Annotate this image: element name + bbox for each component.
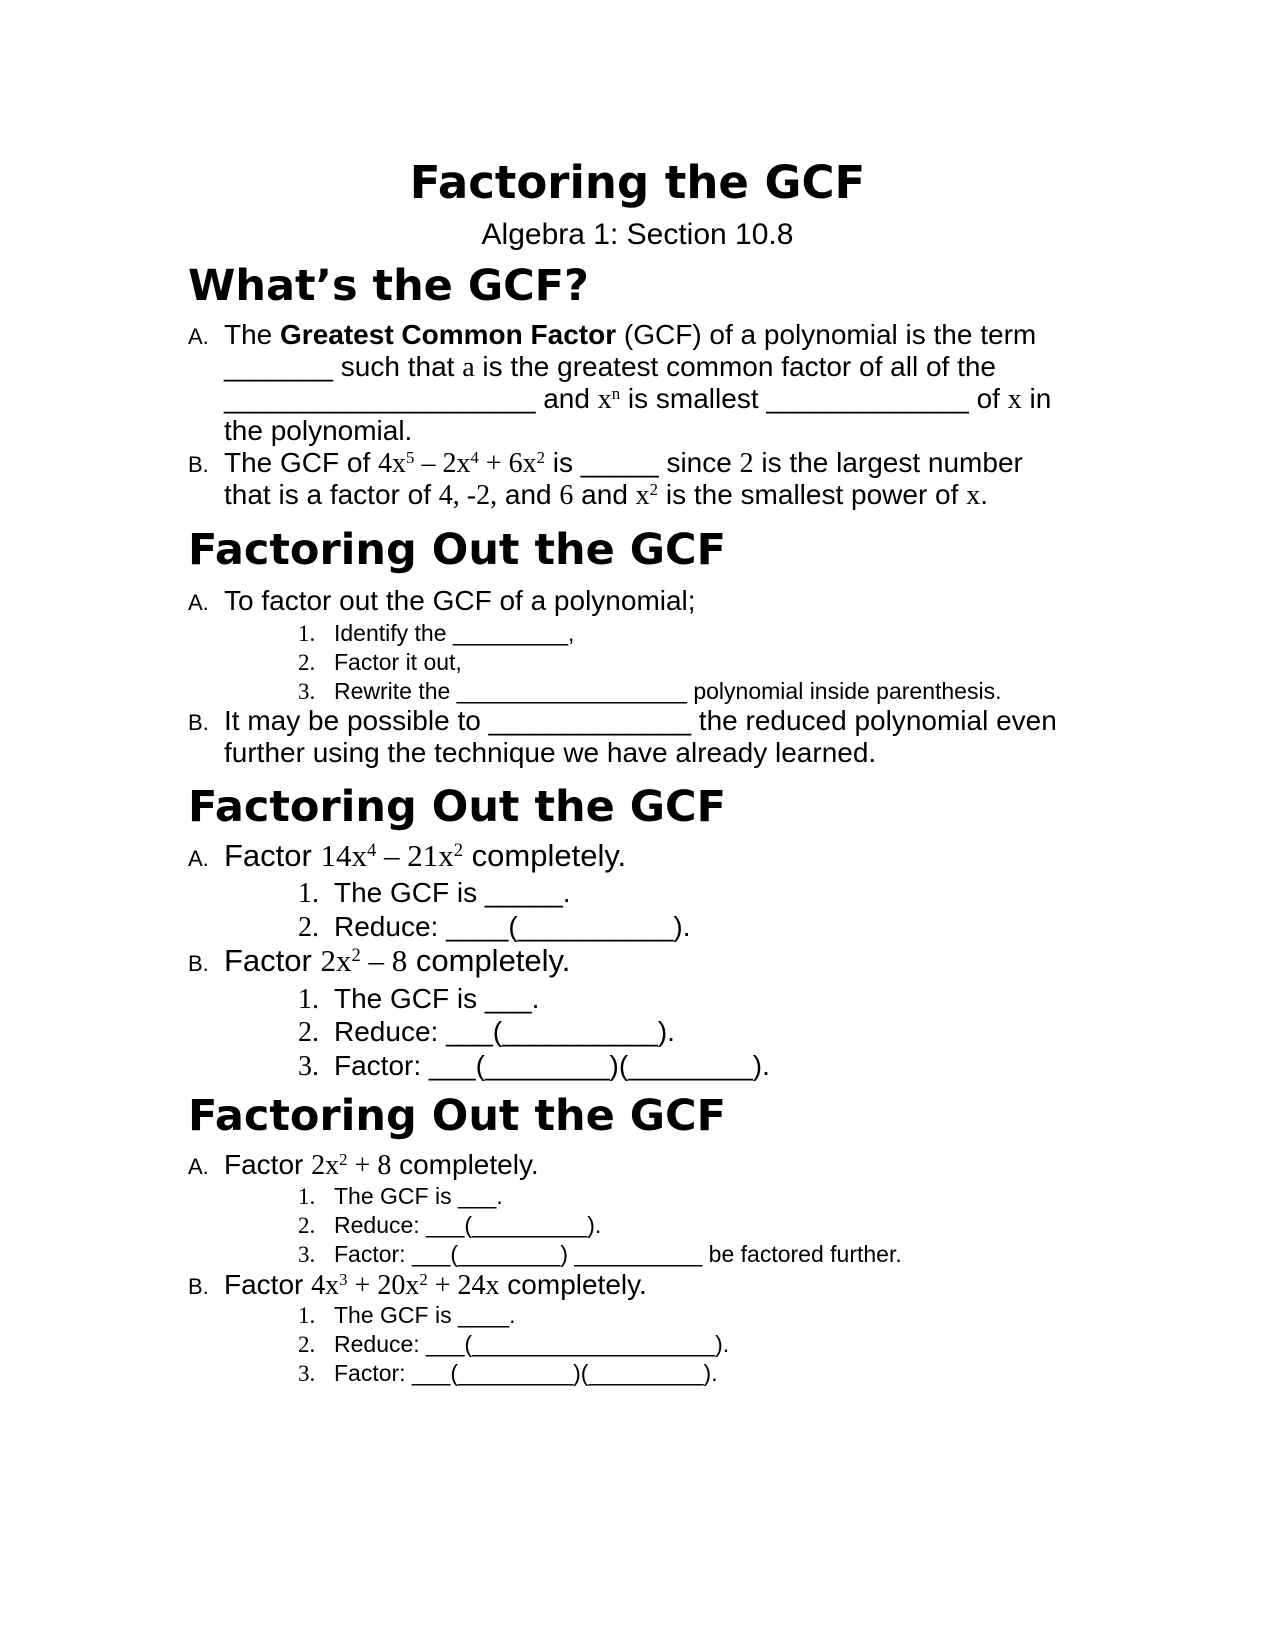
s1-a-line4: the polynomial.	[224, 415, 413, 446]
blank: _______	[224, 351, 334, 382]
s3-a-line: A. Factor $14x^4 - 21x^2$ completely.	[188, 837, 626, 878]
item-label: B.	[188, 1274, 209, 1299]
s3-b-step-3: 3. Factor: ___(________)(________).	[298, 1050, 770, 1082]
item-label: A.	[188, 324, 209, 349]
blank: _____	[580, 447, 659, 478]
s4-a-step-2: 2. Reduce: ___(_________).	[298, 1212, 602, 1238]
section-heading-factoring-out-1: Factoring Out the GCF	[188, 525, 726, 575]
s4-a-step-3: 3. Factor: ___(________) __________ be factored further.	[298, 1241, 902, 1267]
item-label: B.	[188, 710, 209, 735]
s2-step-2: 2. Factor it out,	[298, 649, 462, 675]
blank: _____________	[766, 383, 969, 414]
s2-b-line2: further using the technique we have already learned.	[224, 737, 877, 768]
s3-a-step-1: 1. The GCF is _____.	[298, 877, 571, 909]
s2-step-1: 1. Identify the _________,	[298, 620, 575, 646]
item-label: B.	[188, 452, 209, 477]
section-heading-whats-gcf: What’s the GCF?	[188, 261, 589, 311]
s3-b-step-2: 2. Reduce: ___(__________).	[298, 1016, 675, 1048]
s2-a-line: A. To factor out the GCF of a polynomial;	[188, 584, 696, 620]
s3-a-step-2: 2. Reduce: ____(__________).	[298, 911, 691, 943]
s1-b-line1: B. The GCF of $4x^5 - 2x^4 + 6x^2$ is _____ since 2 is the largest number	[188, 446, 1023, 482]
s2-step-3: 3. Rewrite the __________________ polynomial inside parenthesis.	[298, 678, 1002, 704]
page-subtitle: Algebra 1: Section 10.8	[481, 218, 794, 251]
s4-a-step-1: 1. The GCF is ___.	[298, 1183, 503, 1209]
section-heading-factoring-out-2: Factoring Out the GCF	[188, 782, 726, 832]
s1-b-line2: that is a factor of 4, -2, and 6 and $x^2$ is the smallest power of x.	[224, 479, 988, 511]
s1-a-line2: _______ such that a is the greatest common factor of all of the	[224, 351, 997, 383]
s4-b-line: B. Factor $4x^3 + 20x^2 + 24x$ completely.	[188, 1268, 647, 1304]
bold-term: Greatest Common Factor	[280, 319, 617, 350]
blank: ____________________	[224, 383, 536, 414]
s4-b-step-2: 2. Reduce: ___(___________________).	[298, 1331, 730, 1357]
section-heading-factoring-out-3: Factoring Out the GCF	[188, 1091, 726, 1141]
s3-b-line: B. Factor $2x^2 - 8$ completely.	[188, 942, 570, 983]
s4-b-step-1: 1. The GCF is ____.	[298, 1302, 516, 1328]
s1-a-line1: A. The Greatest Common Factor (GCF) of a polynomial is the term	[188, 318, 1036, 354]
s4-a-line: A. Factor $2x^2 + 8$ completely.	[188, 1148, 539, 1184]
item-label: A.	[188, 846, 209, 871]
item-label: A.	[188, 1154, 209, 1179]
item-label: A.	[188, 590, 209, 615]
s1-a-line3: ____________________ and $x^n$ is smallest _____________ of x in	[224, 383, 1052, 415]
item-label: B.	[188, 951, 209, 976]
s4-b-step-3: 3. Factor: ___(_________)(_________).	[298, 1360, 718, 1386]
page-title: Factoring the GCF	[409, 156, 866, 209]
s2-b-line1: B. It may be possible to _____________ the reduced polynomial even	[188, 704, 1057, 740]
s3-b-step-1: 1. The GCF is ___.	[298, 983, 540, 1015]
